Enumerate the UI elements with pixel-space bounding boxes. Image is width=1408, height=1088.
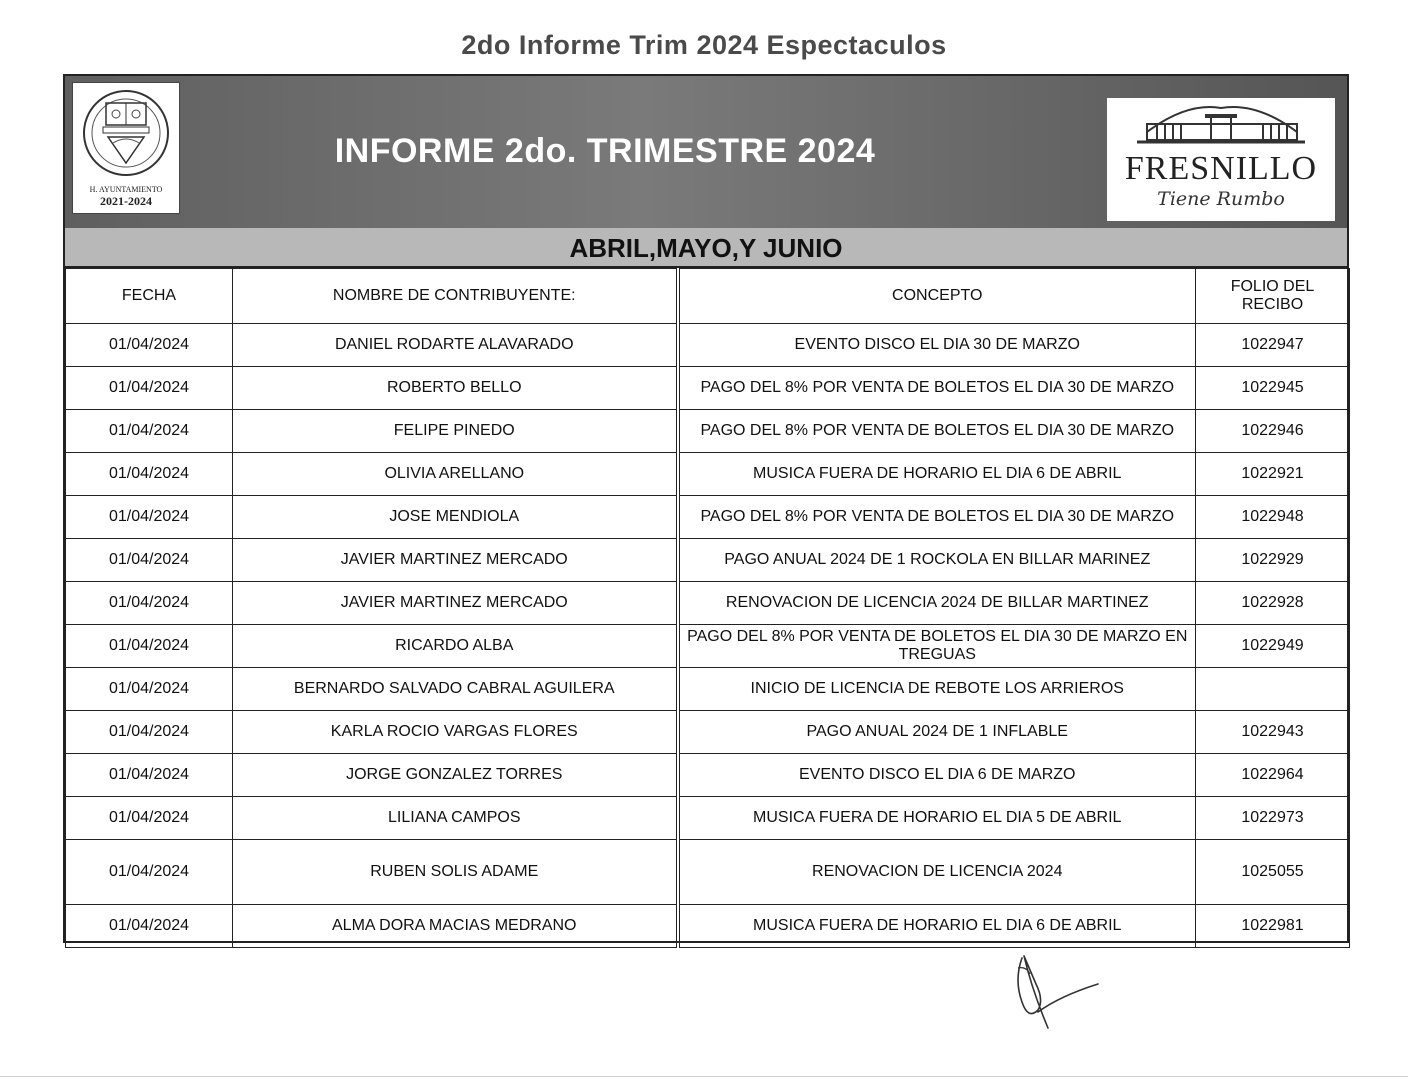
table-row bbox=[66, 410, 1350, 453]
table-row bbox=[66, 840, 1350, 905]
table-row bbox=[66, 625, 1350, 668]
fresnillo-logo bbox=[1107, 98, 1335, 221]
cell-nombre: ROBERTO BELLO bbox=[233, 367, 678, 410]
table-row bbox=[66, 905, 1350, 948]
table-row bbox=[66, 668, 1350, 711]
cell-fecha: 01/04/2024 bbox=[66, 582, 233, 625]
cell-nombre: LILIANA CAMPOS bbox=[233, 797, 678, 840]
cell-concepto: INICIO DE LICENCIA DE REBOTE LOS ARRIEROS bbox=[678, 668, 1196, 711]
seal-caption-years: 2021-2024 bbox=[100, 194, 152, 208]
cell-folio: 1022947 bbox=[1196, 324, 1350, 367]
document-title: 2do Informe Trim 2024 Espectaculos bbox=[461, 30, 947, 60]
cell-folio: 1022945 bbox=[1196, 367, 1350, 410]
table-row bbox=[66, 367, 1350, 410]
report-frame bbox=[63, 74, 1349, 943]
seal-caption-top: H. AYUNTAMIENTO bbox=[89, 185, 163, 194]
cell-folio: 1022981 bbox=[1196, 905, 1350, 948]
coat-of-arms-icon bbox=[73, 83, 179, 183]
cell-concepto: EVENTO DISCO EL DIA 30 DE MARZO bbox=[678, 324, 1196, 367]
cell-fecha: 01/04/2024 bbox=[66, 797, 233, 840]
cell-nombre: DANIEL RODARTE ALAVARADO bbox=[233, 324, 678, 367]
cell-folio: 1022943 bbox=[1196, 711, 1350, 754]
table-row bbox=[66, 797, 1350, 840]
report-title: INFORME 2do. TRIMESTRE 2024 bbox=[334, 132, 876, 170]
cell-concepto: RENOVACION DE LICENCIA 2024 DE BILLAR MARTINEZ bbox=[678, 582, 1196, 625]
period-bar bbox=[65, 228, 1347, 268]
cell-concepto: MUSICA FUERA DE HORARIO EL DIA 6 DE ABRIL bbox=[678, 453, 1196, 496]
cell-concepto: EVENTO DISCO EL DIA 6 DE MARZO bbox=[678, 754, 1196, 797]
cell-folio: 1022964 bbox=[1196, 754, 1350, 797]
cell-folio: 1022949 bbox=[1196, 625, 1350, 668]
cell-concepto: PAGO DEL 8% POR VENTA DE BOLETOS EL DIA 30 DE MARZO EN TREGUAS bbox=[678, 625, 1196, 668]
cell-nombre: JAVIER MARTINEZ MERCADO bbox=[233, 539, 678, 582]
table-header-row bbox=[66, 269, 1350, 324]
cell-folio: 1022973 bbox=[1196, 797, 1350, 840]
cell-folio: 1022948 bbox=[1196, 496, 1350, 539]
cell-fecha: 01/04/2024 bbox=[66, 539, 233, 582]
cell-nombre: FELIPE PINEDO bbox=[233, 410, 678, 453]
cell-folio: 1022928 bbox=[1196, 582, 1350, 625]
cell-concepto: PAGO ANUAL 2024 DE 1 ROCKOLA EN BILLAR MARINEZ bbox=[678, 539, 1196, 582]
period-label: ABRIL,MAYO,Y JUNIO bbox=[569, 233, 843, 263]
cell-folio: 1022946 bbox=[1196, 410, 1350, 453]
cell-concepto: PAGO ANUAL 2024 DE 1 INFLABLE bbox=[678, 711, 1196, 754]
cell-folio bbox=[1196, 668, 1350, 711]
cell-concepto: PAGO DEL 8% POR VENTA DE BOLETOS EL DIA 30 DE MARZO bbox=[678, 496, 1196, 539]
contributions-table bbox=[65, 268, 1350, 948]
cell-folio: 1022929 bbox=[1196, 539, 1350, 582]
table-row bbox=[66, 711, 1350, 754]
cell-nombre: JOSE MENDIOLA bbox=[233, 496, 678, 539]
cell-nombre: KARLA ROCIO VARGAS FLORES bbox=[233, 711, 678, 754]
col-header-folio: FOLIO DEL RECIBO bbox=[1196, 269, 1350, 324]
cell-concepto: PAGO DEL 8% POR VENTA DE BOLETOS EL DIA 30 DE MARZO bbox=[678, 410, 1196, 453]
cell-nombre: BERNARDO SALVADO CABRAL AGUILERA bbox=[233, 668, 678, 711]
cell-nombre: JAVIER MARTINEZ MERCADO bbox=[233, 582, 678, 625]
cell-nombre: JORGE GONZALEZ TORRES bbox=[233, 754, 678, 797]
cell-fecha: 01/04/2024 bbox=[66, 324, 233, 367]
cell-concepto: PAGO DEL 8% POR VENTA DE BOLETOS EL DIA 30 DE MARZO bbox=[678, 367, 1196, 410]
table-row bbox=[66, 582, 1350, 625]
handwritten-signature bbox=[1008, 950, 1128, 1040]
cell-fecha: 01/04/2024 bbox=[66, 840, 233, 905]
table-row bbox=[66, 754, 1350, 797]
city-logo-tagline: Tiene Rumbo bbox=[1157, 188, 1285, 210]
city-skyline-icon bbox=[1107, 98, 1335, 150]
cell-fecha: 01/04/2024 bbox=[66, 905, 233, 948]
col-header-fecha: FECHA bbox=[66, 269, 233, 324]
cell-fecha: 01/04/2024 bbox=[66, 496, 233, 539]
cell-fecha: 01/04/2024 bbox=[66, 668, 233, 711]
city-logo-name: FRESNILLO bbox=[1124, 150, 1318, 187]
table-row bbox=[66, 453, 1350, 496]
municipal-seal-logo bbox=[72, 82, 180, 214]
cell-folio: 1022921 bbox=[1196, 453, 1350, 496]
cell-folio: 1025055 bbox=[1196, 840, 1350, 905]
col-header-concepto: CONCEPTO bbox=[678, 269, 1196, 324]
cell-nombre: RICARDO ALBA bbox=[233, 625, 678, 668]
cell-fecha: 01/04/2024 bbox=[66, 453, 233, 496]
table-row bbox=[66, 539, 1350, 582]
cell-nombre: RUBEN SOLIS ADAME bbox=[233, 840, 678, 905]
table-row bbox=[66, 496, 1350, 539]
cell-nombre: ALMA DORA MACIAS MEDRANO bbox=[233, 905, 678, 948]
cell-fecha: 01/04/2024 bbox=[66, 367, 233, 410]
cell-fecha: 01/04/2024 bbox=[66, 754, 233, 797]
report-banner bbox=[65, 76, 1347, 228]
cell-concepto: RENOVACION DE LICENCIA 2024 bbox=[678, 840, 1196, 905]
cell-concepto: MUSICA FUERA DE HORARIO EL DIA 6 DE ABRIL bbox=[678, 905, 1196, 948]
col-header-nombre: NOMBRE DE CONTRIBUYENTE: bbox=[233, 269, 678, 324]
cell-nombre: OLIVIA ARELLANO bbox=[233, 453, 678, 496]
cell-fecha: 01/04/2024 bbox=[66, 410, 233, 453]
page-bottom-rule bbox=[0, 1076, 1408, 1077]
table-row bbox=[66, 324, 1350, 367]
cell-fecha: 01/04/2024 bbox=[66, 711, 233, 754]
cell-fecha: 01/04/2024 bbox=[66, 625, 233, 668]
cell-concepto: MUSICA FUERA DE HORARIO EL DIA 5 DE ABRIL bbox=[678, 797, 1196, 840]
